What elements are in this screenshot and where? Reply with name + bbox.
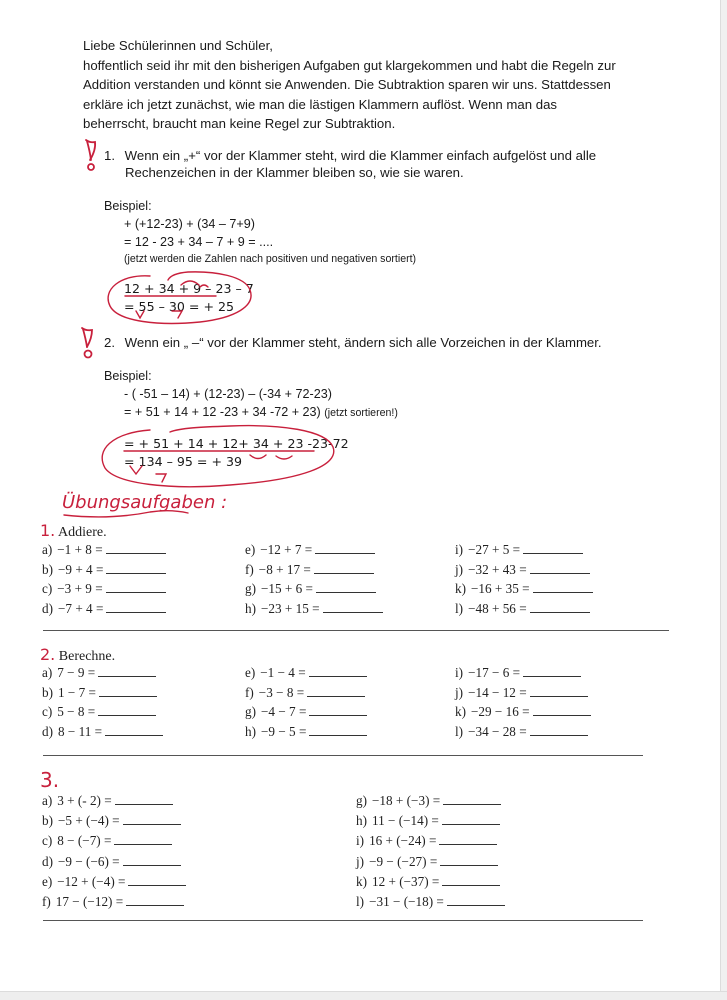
task-label: i)	[455, 665, 464, 680]
task-expression: −3 + 9 =	[57, 581, 103, 596]
exercise-task	[245, 684, 365, 701]
exercise-task	[356, 853, 498, 870]
exercise-task	[42, 723, 163, 740]
exercise-task	[356, 812, 500, 829]
answer-blank[interactable]	[533, 703, 591, 716]
exercise-task	[356, 893, 505, 910]
task-expression: 3 + (- 2) =	[57, 793, 112, 808]
task-label: h)	[245, 600, 256, 616]
rule1-ink-loop	[108, 272, 251, 324]
answer-blank[interactable]	[106, 561, 166, 574]
task-expression: −16 + 35 =	[471, 581, 530, 596]
intro-line: erkläre ich jetzt zunächst, wie man die lästigen Klammern auflöst. Wenn man das	[83, 96, 557, 112]
task-label: h)	[245, 723, 256, 739]
answer-blank[interactable]	[114, 832, 172, 845]
answer-blank[interactable]	[323, 600, 383, 613]
task-label: g)	[245, 581, 256, 596]
section2-number: 2.	[40, 645, 56, 664]
task-label: g)	[245, 704, 256, 719]
answer-blank[interactable]	[315, 541, 375, 554]
exercise-task	[455, 600, 590, 617]
answer-blank[interactable]	[106, 541, 166, 554]
task-label: c)	[42, 833, 53, 849]
exercise-task	[42, 561, 166, 578]
exercise-task	[245, 664, 367, 681]
intro-letter	[83, 36, 623, 134]
task-label: k)	[455, 581, 466, 596]
answer-blank[interactable]	[530, 684, 588, 697]
task-label: b)	[42, 561, 53, 577]
task-label: l)	[356, 894, 365, 909]
rule2-example-label: Beispiel:	[104, 369, 152, 383]
exercises-heading: Übungsaufgaben :	[62, 492, 228, 513]
exercise-task	[245, 723, 367, 740]
task-expression: 11 − (−14) =	[372, 813, 439, 829]
exercise-task	[245, 703, 367, 720]
answer-blank[interactable]	[309, 723, 367, 736]
section1-title-text: Addiere.	[58, 525, 107, 540]
rule2-example-line2-text: = + 51 + 14 + 12 -23 + 34 -72 + 23)	[124, 405, 321, 419]
task-label: d)	[42, 600, 53, 616]
task-expression: −18 + (−3) =	[372, 793, 441, 808]
task-expression: −12 + (−4) =	[57, 873, 126, 889]
answer-blank[interactable]	[523, 541, 583, 554]
section2-title-text: Berechne.	[58, 649, 116, 664]
exercise-task	[42, 684, 157, 701]
exercise-task	[42, 853, 181, 870]
answer-blank[interactable]	[447, 893, 505, 906]
task-expression: −14 − 12 =	[468, 684, 527, 700]
section3-number: 3.	[40, 768, 60, 792]
answer-blank[interactable]	[314, 561, 374, 574]
task-label: d)	[42, 853, 53, 869]
task-expression: 16 + (−24) =	[369, 833, 437, 849]
exercise-task	[42, 832, 172, 849]
task-expression: −9 + 4 =	[58, 561, 104, 577]
exercise-task	[356, 832, 497, 849]
task-label: l)	[455, 600, 464, 616]
rule1-number: 1.	[104, 148, 115, 163]
task-label: k)	[356, 873, 367, 889]
task-expression: −3 − 8 =	[258, 684, 305, 700]
rule1-handwritten-line1: 12 + 34 + 9 – 23 – 7	[124, 281, 254, 296]
rule1-line2: Rechenzeichen in der Klammer bleiben so, wie sie waren.	[125, 165, 464, 180]
task-label: g)	[356, 793, 367, 808]
exercise-task	[42, 664, 156, 681]
answer-blank[interactable]	[98, 703, 156, 716]
task-expression: −34 − 28 =	[468, 723, 527, 739]
answer-blank[interactable]	[530, 561, 590, 574]
exercise-task	[42, 812, 181, 829]
answer-blank[interactable]	[440, 853, 498, 866]
section2-divider	[43, 755, 643, 756]
rule2-example-line1: - ( -51 – 14) + (12-23) – (-34 + 72-23)	[124, 387, 332, 401]
exercise-task	[42, 580, 166, 597]
exercise-task	[42, 600, 166, 617]
exercise-task	[245, 580, 376, 597]
task-expression: 8 − 11 =	[58, 723, 103, 739]
task-expression: −17 − 6 =	[468, 665, 521, 680]
task-expression: 8 − (−7) =	[57, 833, 112, 849]
exercise-task	[455, 723, 588, 740]
answer-blank[interactable]	[442, 873, 500, 886]
exercise-task	[42, 792, 173, 809]
task-expression: 12 + (−37) =	[372, 873, 440, 889]
exclamation-mark-icon	[86, 140, 95, 170]
answer-blank[interactable]	[530, 723, 588, 736]
intro-line: Addition verstanden und könnt sie Anwenden. Die Subtraktion sparen wir uns. Stattdessen	[83, 77, 611, 93]
answer-blank[interactable]	[307, 684, 365, 697]
task-label: e)	[42, 873, 53, 889]
answer-blank[interactable]	[530, 600, 590, 613]
task-expression: −29 − 16 =	[471, 704, 530, 719]
task-expression: −5 + (−4) =	[58, 813, 120, 829]
answer-blank[interactable]	[123, 853, 181, 866]
answer-blank[interactable]	[523, 664, 581, 677]
exercise-task	[455, 703, 591, 720]
intro-line: beherrscht, braucht man keine Regel zur Subtraktion.	[83, 116, 396, 132]
exercise-task	[455, 580, 593, 597]
exercise-task	[455, 541, 583, 558]
task-label: i)	[455, 542, 464, 557]
task-expression: −7 + 4 =	[58, 600, 104, 616]
rule1-text: Wenn ein „+“ vor der Klammer steht, wird die Klammer einfach aufgelöst und alle	[124, 148, 597, 163]
exercise-task	[455, 561, 590, 578]
task-label: b)	[42, 813, 53, 829]
intro-line: Liebe Schülerinnen und Schüler,	[83, 38, 273, 53]
task-expression: −31 − (−18) =	[369, 894, 444, 909]
answer-blank[interactable]	[443, 792, 501, 805]
task-expression: −1 − 4 =	[260, 665, 306, 680]
task-label: f)	[245, 561, 254, 577]
task-expression: −9 − (−27) =	[369, 853, 438, 869]
task-expression: 5 − 8 =	[57, 704, 96, 719]
rule2-text: Wenn ein „ –“ vor der Klammer steht, ändern sich alle Vorzeichen in der Klammer.	[124, 335, 602, 350]
task-expression: −9 − (−6) =	[58, 853, 120, 869]
task-expression: 1 − 7 =	[58, 684, 96, 700]
task-label: a)	[42, 665, 53, 680]
rule2-line1	[104, 333, 602, 353]
task-label: k)	[455, 704, 466, 719]
task-expression: −48 + 56 =	[468, 600, 527, 616]
task-label: j)	[356, 853, 365, 869]
task-label: a)	[42, 542, 53, 557]
task-expression: −12 + 7 =	[260, 542, 313, 557]
rule2-handwritten-line1: = + 51 + 14 + 12+ 34 + 23 -23-72	[124, 436, 349, 451]
exercise-task	[356, 873, 500, 890]
answer-blank[interactable]	[99, 684, 157, 697]
task-label: i)	[356, 833, 365, 849]
task-expression: −32 + 43 =	[468, 561, 527, 577]
rule1-example-note: (jetzt werden die Zahlen nach positiven und negativen sortiert)	[124, 253, 417, 265]
task-label: l)	[455, 723, 464, 739]
exclamation-mark-icon	[82, 328, 92, 358]
task-label: e)	[245, 665, 256, 680]
exercise-task	[42, 703, 156, 720]
answer-blank[interactable]	[105, 723, 163, 736]
rule1-handwritten-line2: = 55 – 30 = + 25	[124, 299, 235, 314]
task-label: c)	[42, 704, 53, 719]
exercise-task	[42, 873, 186, 890]
exercise-task	[455, 664, 581, 681]
task-label: f)	[245, 684, 254, 700]
answer-blank[interactable]	[106, 600, 166, 613]
answer-blank[interactable]	[126, 893, 184, 906]
task-expression: −15 + 6 =	[261, 581, 313, 596]
task-label: f)	[42, 894, 51, 909]
answer-blank[interactable]	[98, 664, 156, 677]
answer-blank[interactable]	[115, 792, 173, 805]
task-label: d)	[42, 723, 53, 739]
task-label: j)	[455, 684, 464, 700]
task-label: b)	[42, 684, 53, 700]
exercise-task	[245, 561, 374, 578]
exercise-task	[245, 600, 383, 617]
task-expression: −9 − 5 =	[261, 723, 307, 739]
answer-blank[interactable]	[123, 812, 181, 825]
exercise-task	[245, 541, 375, 558]
section1-title	[40, 521, 107, 541]
task-label: j)	[455, 561, 464, 577]
task-expression: −4 − 7 =	[261, 704, 307, 719]
task-expression: 7 − 9 =	[57, 665, 96, 680]
answer-blank[interactable]	[128, 873, 186, 886]
section1-number: 1.	[40, 521, 56, 540]
section1-divider	[43, 630, 669, 631]
task-label: a)	[42, 793, 53, 808]
task-label: e)	[245, 542, 256, 557]
exercise-task	[356, 792, 501, 809]
intro-line: hoffentlich seid ihr mit den bisherigen Aufgaben gut klargekommen und habt die Regeln zur	[83, 57, 616, 73]
answer-blank[interactable]	[309, 664, 367, 677]
rule1-example-label: Beispiel:	[104, 199, 152, 213]
rule2-example-note: (jetzt sortieren!)	[324, 407, 398, 419]
page-edge-right	[720, 0, 727, 1000]
task-label: c)	[42, 581, 53, 596]
section2-title	[40, 645, 115, 665]
rule2-example-line2	[124, 403, 398, 423]
answer-blank[interactable]	[106, 580, 166, 593]
task-expression: 17 − (−12) =	[55, 894, 124, 909]
answer-blank[interactable]	[316, 580, 376, 593]
exercise-task	[42, 893, 184, 910]
task-expression: −23 + 15 =	[261, 600, 320, 616]
exercise-task	[42, 541, 166, 558]
rule2-number: 2.	[104, 335, 115, 350]
task-label: h)	[356, 813, 367, 829]
answer-blank[interactable]	[442, 812, 500, 825]
answer-blank[interactable]	[439, 832, 497, 845]
section3-divider	[43, 920, 643, 921]
task-expression: −27 + 5 =	[468, 542, 521, 557]
rule2-handwritten-line2: = 134 – 95 = + 39	[124, 454, 243, 469]
rule1-example-line1: + (+12-23) + (34 – 7+9)	[124, 217, 255, 231]
answer-blank[interactable]	[309, 703, 367, 716]
page-edge-bottom	[0, 991, 727, 1000]
task-expression: −1 + 8 =	[57, 542, 103, 557]
rule1-example-line2: = 12 - 23 + 34 – 7 + 9 = ....	[124, 235, 274, 249]
section3-title	[40, 768, 59, 792]
answer-blank[interactable]	[533, 580, 593, 593]
exercise-task	[455, 684, 588, 701]
task-expression: −8 + 17 =	[258, 561, 311, 577]
